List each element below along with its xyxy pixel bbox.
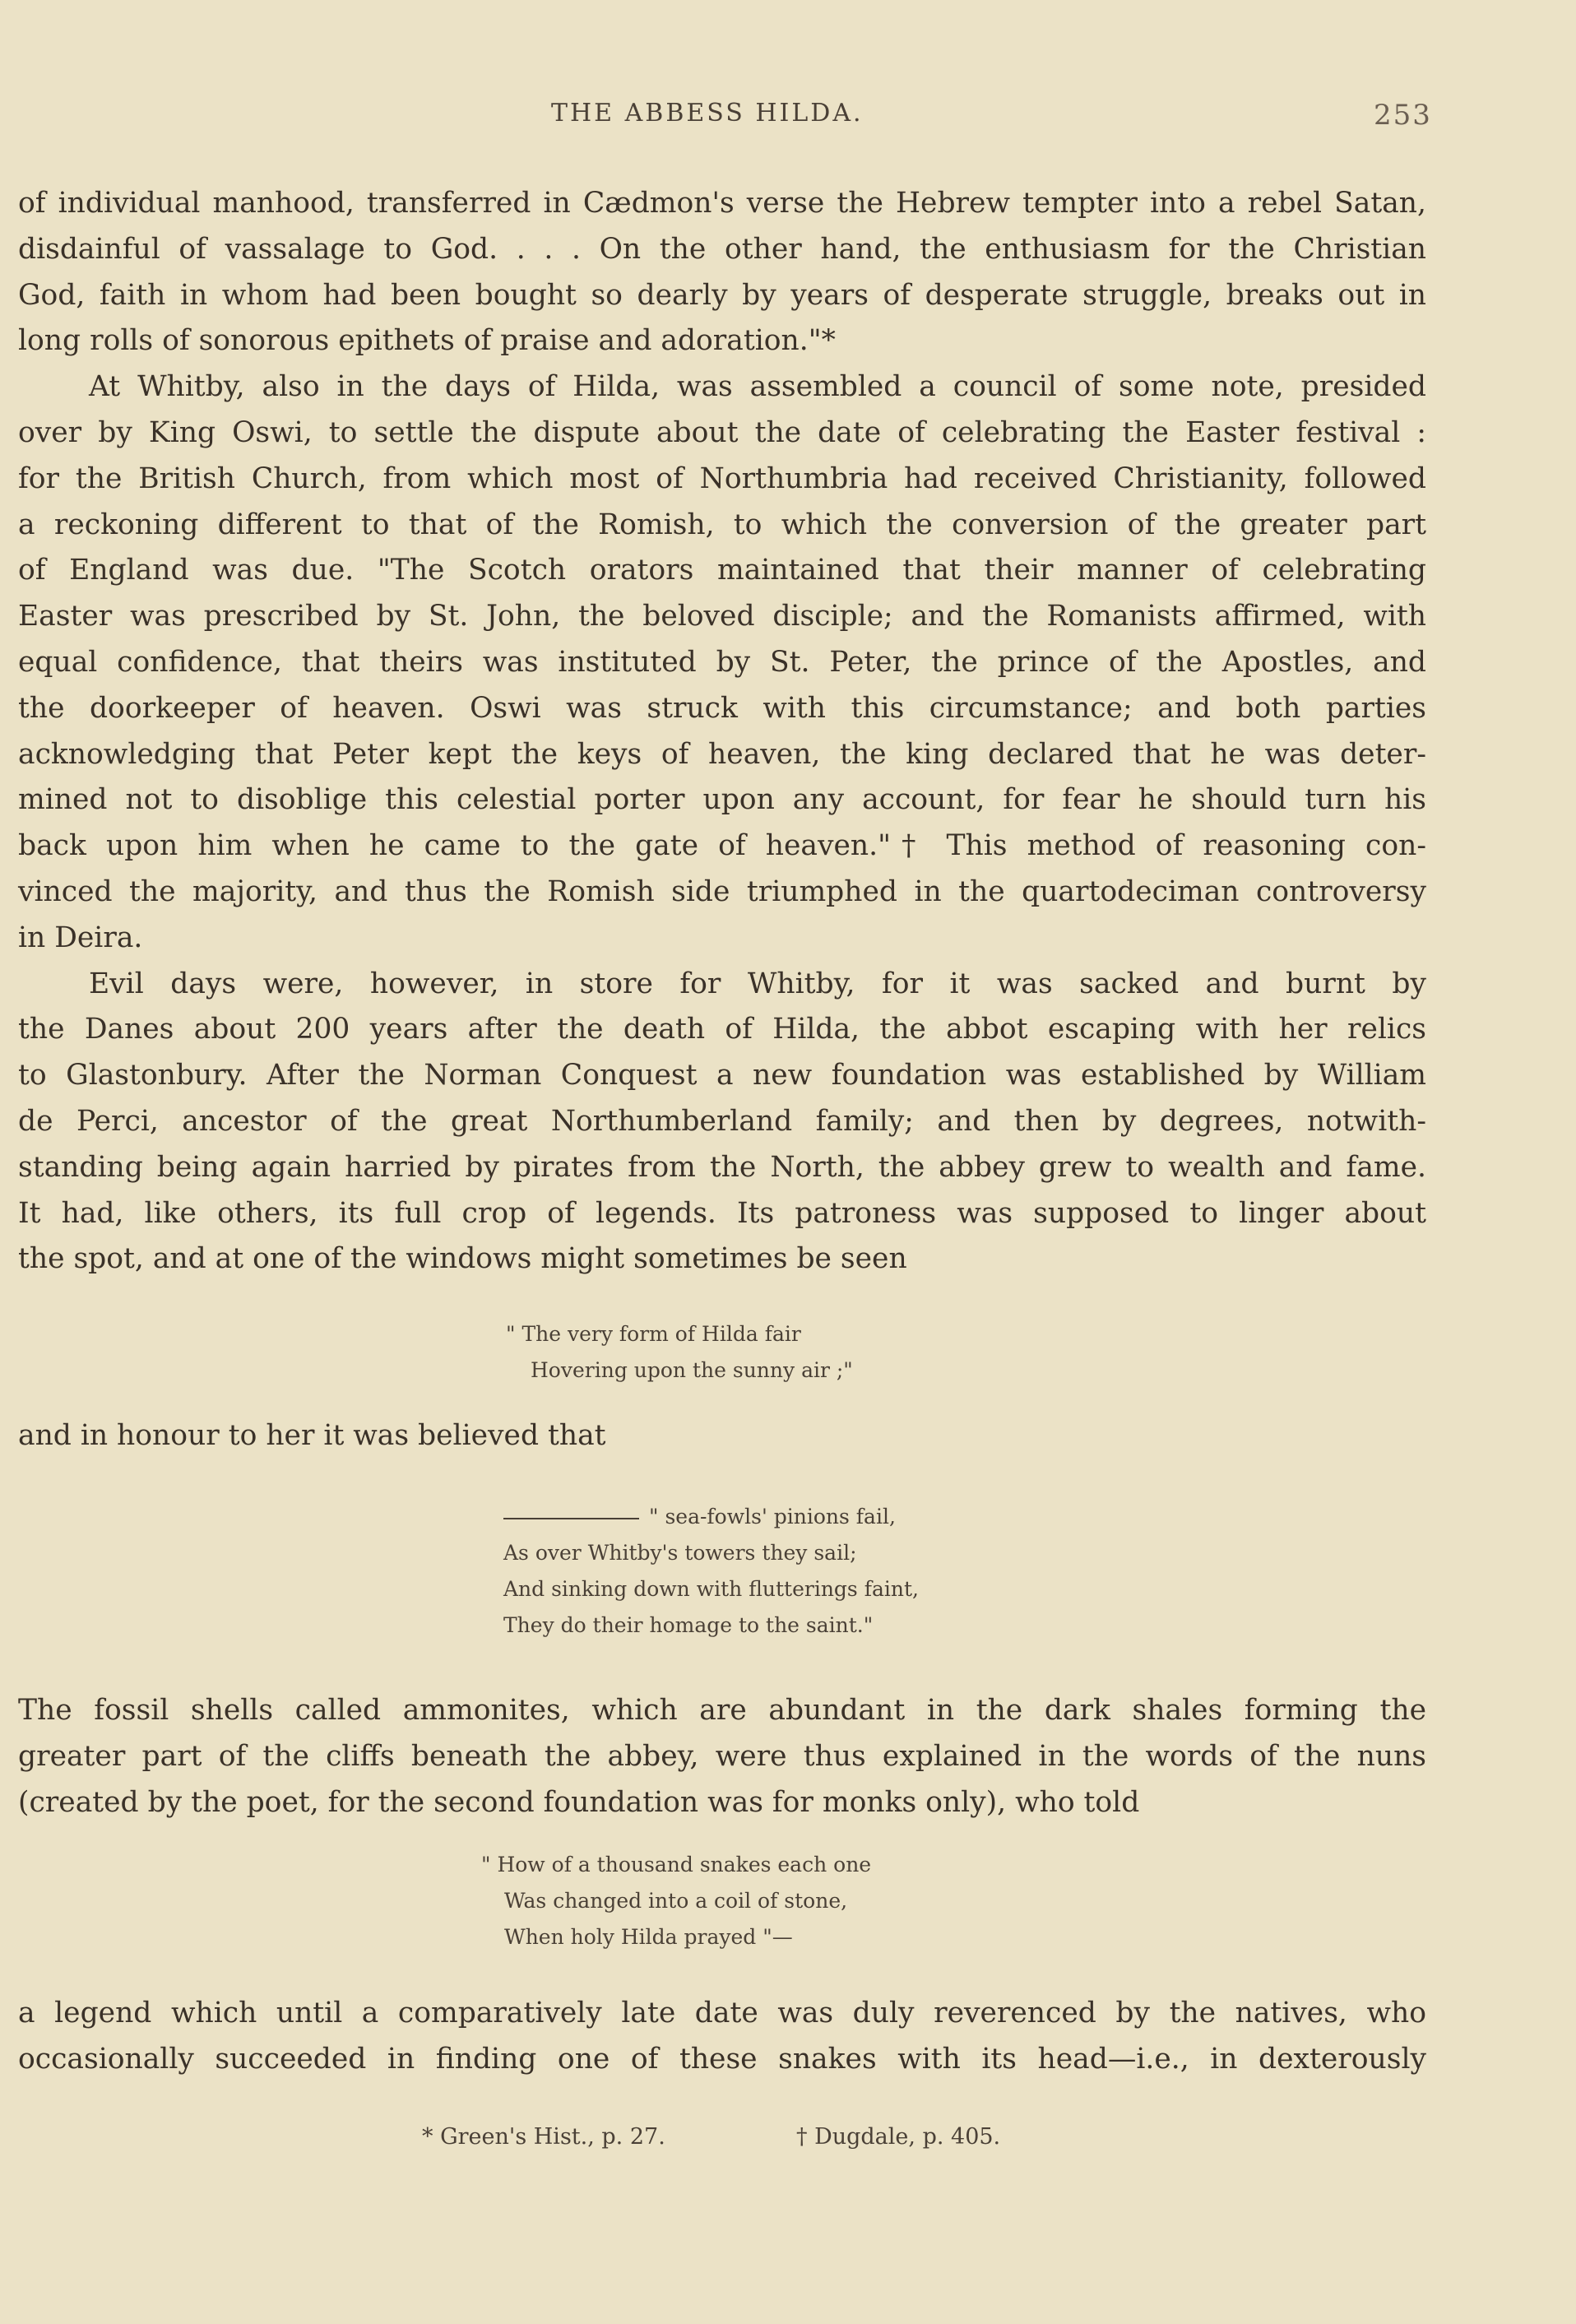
verse-line: As over Whitby's towers they sail; [503, 1541, 857, 1565]
verse-line [503, 1499, 919, 1535]
text-line: At Whitby, also in the days of Hilda, was assembled a council of some note, presided [89, 370, 1426, 404]
text-line: vinced the majority, and thus the Romish side triumphed in the quartodeciman controversy [18, 874, 1426, 908]
text-line: The fossil shells called ammonites, which are abundant in the dark shales forming the [18, 1694, 1426, 1727]
text-line: the Danes about 200 years after the death of Hilda, the abbot escaping with her relics [18, 1013, 1426, 1046]
text-line: equal confidence, that theirs was instituted by St. Peter, the prince of the Apostles, and [18, 645, 1426, 679]
verse-line: " How of a thousand snakes each one [481, 1853, 872, 1876]
text-line: standing being again harried by pirates from the North, the abbey grew to wealth and fame. [18, 1150, 1426, 1184]
text-line: It had, like others, its full crop of legends. Its patroness was supposed to linger about [18, 1196, 1426, 1230]
text-line: acknowledging that Peter kept the keys of heaven, the king declared that he was deter- [18, 737, 1426, 771]
omission-dash [503, 1518, 639, 1519]
text-line: de Perci, ancestor of the great Northumberland family; and then by degrees, notwith- [18, 1104, 1426, 1138]
footnote-dugdale: † Dugdale, p. 405. [796, 2124, 1001, 2150]
verse-line: " The very form of Hilda fair [506, 1322, 801, 1346]
verse-quote-hilda [506, 1316, 853, 1389]
text-line: a legend which until a comparatively late date was duly reverenced by the natives, who [18, 1997, 1426, 2029]
footnote-greens-hist: * Green's Hist., p. 27. [422, 2124, 665, 2150]
body-paragraph-ammonites [18, 1688, 1426, 1825]
verse-line-text: " sea-fowls' pinions fail, [649, 1505, 896, 1528]
text-line: disdainful of vassalage to God. . . . On the other hand, the enthusiasm for the Christian [18, 232, 1426, 266]
running-title: THE ABBESS HILDA. [551, 99, 864, 128]
text-line: and in honour to her it was believed that [18, 1419, 606, 1452]
text-line: the spot, and at one of the windows might sometimes be seen [18, 1242, 907, 1276]
verse-line: And sinking down with flutterings faint, [503, 1577, 919, 1601]
verse-line: Hovering upon the sunny air ;" [531, 1358, 853, 1382]
text-line: mined not to disoblige this celestial porter upon any account, for fear he should turn his [18, 783, 1426, 817]
verse-quote-seafowls [503, 1499, 919, 1644]
text-line: Evil days were, however, in store for Whitby, for it was sacked and burnt by [89, 967, 1426, 1000]
body-paragraphs-upper [18, 181, 1426, 1283]
text-line: Easter was prescribed by St. John, the beloved disciple; and the Romanists affirmed, with [18, 600, 1426, 633]
text-line: over by King Oswi, to settle the dispute about the date of celebrating the Easter festival : [18, 415, 1426, 449]
verse-quote-snakes [481, 1847, 871, 1955]
text-line: occasionally succeeded in finding one of these snakes with its head—i.e., in dexterously [18, 2042, 1426, 2076]
verse-line: They do their homage to the saint." [503, 1613, 874, 1637]
text-line: of England was due. "The Scotch orators maintained that their manner of celebrating [18, 554, 1426, 587]
text-line: of individual manhood, transferred in Cædmon's verse the Hebrew tempter into a rebel Satan, [18, 187, 1426, 220]
page-number: 253 [1374, 99, 1432, 132]
text-line: to Glastonbury. After the Norman Conquest a new foundation was established by William [18, 1059, 1426, 1092]
text-line: in Deira. [18, 921, 143, 954]
text-line: God, faith in whom had been bought so dearly by years of desperate struggle, breaks out in [18, 278, 1426, 312]
text-line: a reckoning different to that of the Romish, to which the conversion of the greater part [18, 508, 1426, 541]
text-line: for the British Church, from which most of Northumbria had received Christianity, followed [18, 462, 1426, 495]
text-line: back upon him when he came to the gate of heaven."† This method of reasoning con- [18, 829, 1426, 863]
body-paragraph-legend [18, 1991, 1426, 2083]
verse-line: Was changed into a coil of stone, [504, 1889, 848, 1913]
verse-line: When holy Hilda prayed "— [504, 1925, 793, 1949]
text-line: the doorkeeper of heaven. Oswi was struck with this circumstance; and both parties [18, 691, 1426, 725]
body-paragraph-honour [18, 1413, 1426, 1459]
text-line: long rolls of sonorous epithets of praise and adoration."* [18, 324, 836, 358]
text-line: (created by the poet, for the second foundation was for monks only), who told [18, 1785, 1140, 1819]
text-line: greater part of the cliffs beneath the abbey, were thus explained in the words of the nuns [18, 1739, 1426, 1773]
